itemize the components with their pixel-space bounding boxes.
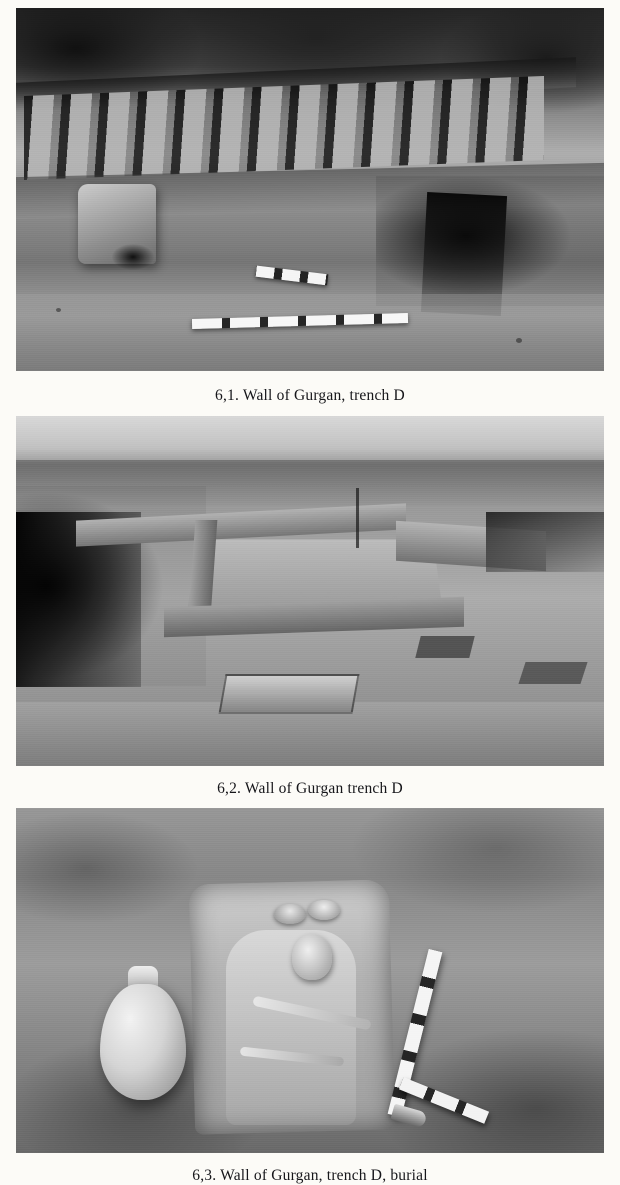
grave-bowl-left (274, 904, 306, 924)
pit-hollow (112, 244, 154, 270)
photograph-6-1 (16, 8, 604, 371)
sondage-cut-a (415, 636, 474, 658)
figure-caption-6-1: 6,1. Wall of Gurgan, trench D (215, 387, 405, 404)
survey-pole (356, 488, 359, 548)
figure-caption-6-3: 6,3. Wall of Gurgan, trench D, burial (192, 1167, 428, 1184)
soil-speck (56, 308, 61, 312)
trench-floor (16, 294, 604, 371)
soil-speck (516, 338, 522, 343)
figure-6-2 (0, 416, 620, 798)
sky-horizon (16, 416, 604, 462)
figure-caption-6-2: 6,2. Wall of Gurgan trench D (217, 780, 403, 798)
photograph-6-2 (16, 416, 604, 766)
grave-bowl-right (308, 900, 340, 920)
sondage-cut-b (518, 662, 587, 684)
ceramic-jar (100, 984, 186, 1100)
skeleton (226, 930, 356, 1125)
figure-6-1 (0, 0, 620, 405)
figure-6-3 (0, 808, 620, 1185)
spoil-heap-right (486, 512, 604, 572)
photograph-6-3 (16, 808, 604, 1153)
foreground-feature (218, 674, 359, 714)
scale-rod-short (256, 266, 329, 286)
skull (292, 934, 332, 980)
